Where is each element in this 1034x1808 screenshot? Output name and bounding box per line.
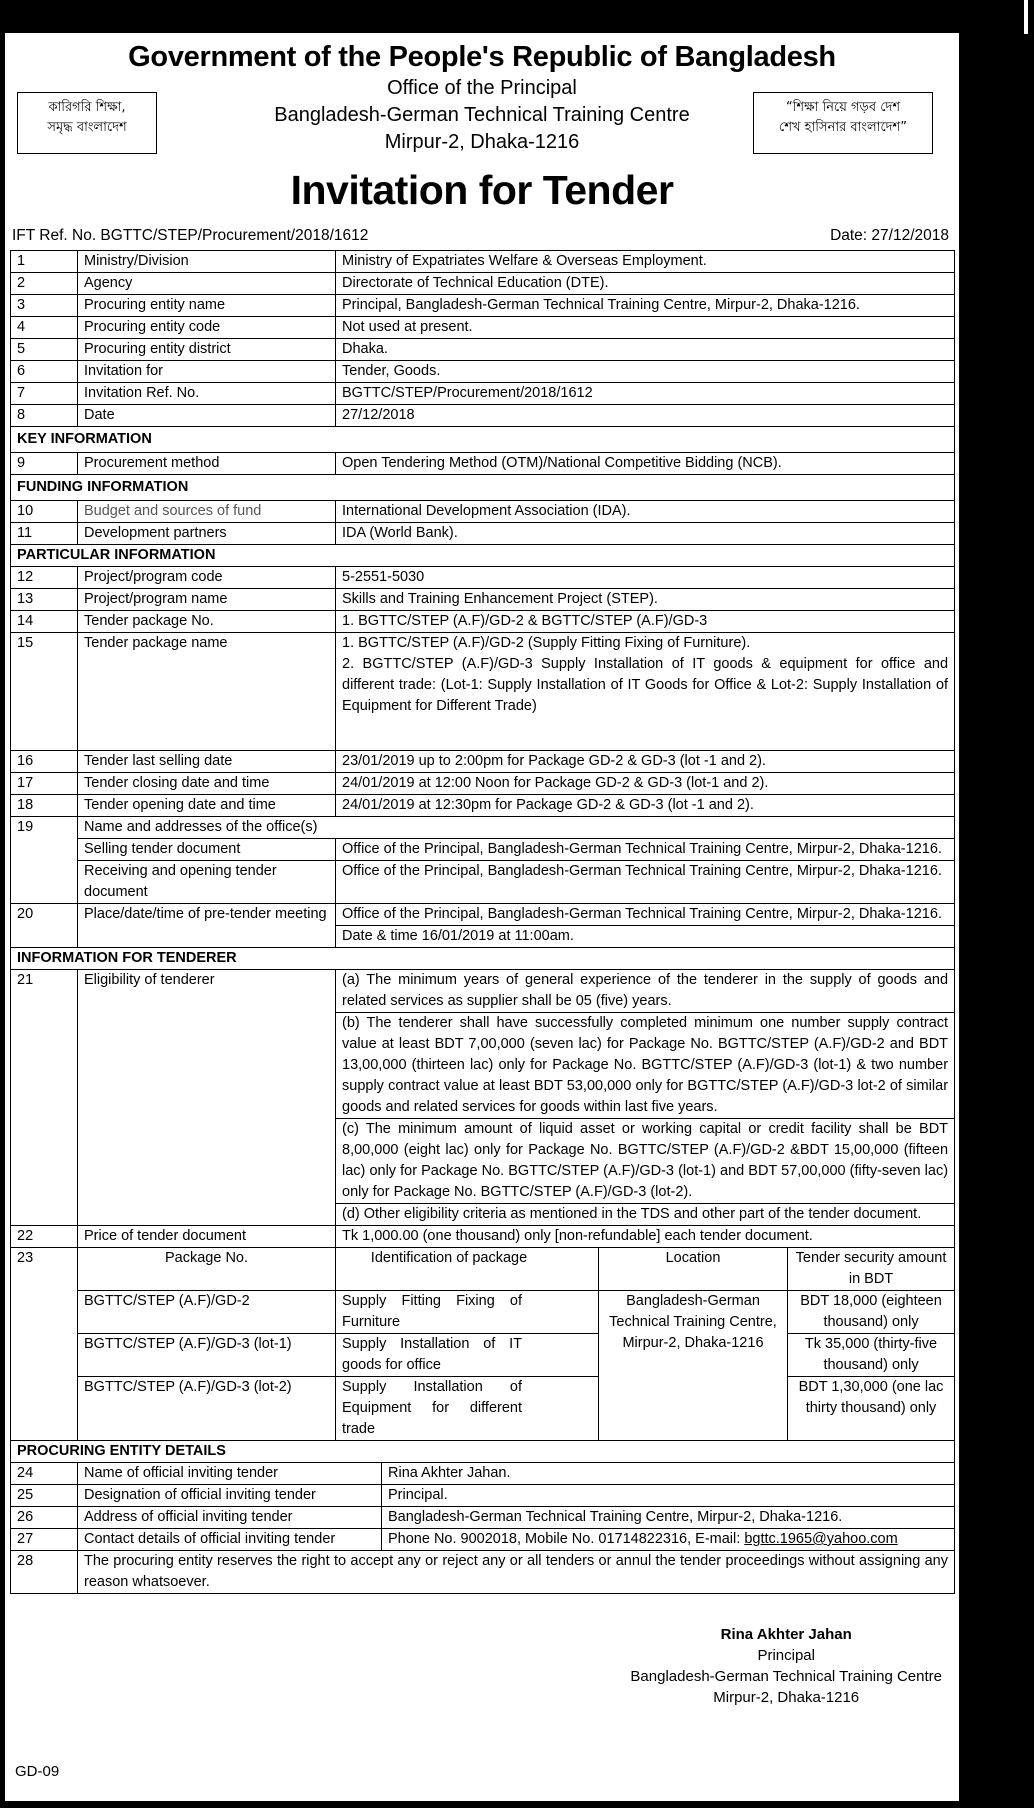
row-value: Office of the Principal, Bangladesh-German Technical Training Centre, Mirpur-2, Dhaka-1216. [336, 861, 955, 904]
table-row [11, 523, 955, 545]
table-row [11, 361, 955, 383]
row-number: 14 [11, 611, 78, 633]
package-col-header: Location [599, 1248, 788, 1291]
row-number: 13 [11, 589, 78, 611]
signatory-address: Mirpur-2, Dhaka-1216 [713, 1689, 860, 1706]
section-header [11, 475, 955, 501]
row-number: 26 [11, 1507, 78, 1529]
slogan-right-line1: “শিক্ষা নিয়ে গড়ব দেশ [785, 100, 901, 115]
slogan-box-right [753, 92, 933, 154]
table-row [11, 633, 955, 751]
office-heading: Office of the Principal [387, 77, 577, 99]
row-value: 23/01/2019 up to 2:00pm for Package GD-2 & GD-3 (lot -1 and 2). [336, 751, 955, 773]
row-number: 10 [11, 501, 78, 523]
table-row [11, 1463, 955, 1485]
row-value: 24/01/2019 at 12:30pm for Package GD-2 & GD-3 (lot -1 and 2). [336, 795, 955, 817]
table-row [11, 817, 955, 839]
table-row [11, 1226, 955, 1248]
row-label: Agency [78, 273, 336, 295]
eligibility-c: (c) The minimum amount of liquid asset or working capital or credit facility shall be BDT 8,00,000 (eight lac) only for Package No. BGTTC/STEP (A.F)/GD-2 &BDT 15,00,000 (fifteen lac) only for Package No. BGTTC/STEP (A.F)/GD-3 (lot-1) and BDT 57,00,000 (fifty-seven lac) only for Package No. BGTTC/STEP (A.F)/GD-3 (lot-2). [336, 1119, 955, 1204]
page-title: Invitation for Tender [290, 167, 674, 213]
row-number: 1 [11, 251, 78, 273]
row-value: Tk 1,000.00 (one thousand) only [non-refundable] each tender document. [336, 1226, 955, 1248]
table-row [11, 1507, 955, 1529]
row-number: 23 [11, 1248, 78, 1441]
row-number: 7 [11, 383, 78, 405]
table-row [11, 751, 955, 773]
table-row [11, 295, 955, 317]
row-label: Selling tender document [78, 839, 336, 861]
row-number: 25 [11, 1485, 78, 1507]
row-number: 22 [11, 1226, 78, 1248]
row-label: Procuring entity code [78, 317, 336, 339]
package-security-amount: Tk 35,000 (thirty-five thousand) only [788, 1334, 955, 1377]
email-link[interactable]: bgttc.1965@yahoo.com [744, 1531, 898, 1547]
row-value: Open Tendering Method (OTM)/National Competitive Bidding (NCB). [336, 453, 955, 475]
package-location: Bangladesh-German Technical Training Centre, Mirpur-2, Dhaka-1216 [599, 1291, 788, 1441]
institute-heading: Bangladesh-German Technical Training Centre [274, 104, 690, 126]
address-heading: Mirpur-2, Dhaka-1216 [384, 131, 580, 153]
row-value: Not used at present. [336, 317, 955, 339]
row-number: 28 [11, 1551, 78, 1594]
signatory-institute: Bangladesh-German Technical Training Centre [630, 1668, 942, 1685]
package-col-header: Identification of package [336, 1248, 599, 1291]
row-label: Budget and sources of fund [78, 501, 336, 523]
table-row [11, 611, 955, 633]
table-row [11, 839, 955, 861]
table-row [11, 453, 955, 475]
table-row [11, 1529, 955, 1551]
row-label: Contact details of official inviting tender [78, 1529, 382, 1551]
package-number: BGTTC/STEP (A.F)/GD-2 [78, 1291, 336, 1334]
row-label: Ministry/Division [78, 251, 336, 273]
row-number: 3 [11, 295, 78, 317]
row-label: Project/program code [78, 567, 336, 589]
row-value: Rina Akhter Jahan. [382, 1463, 955, 1485]
row-number: 19 [11, 817, 78, 904]
row-label: Tender package name [78, 633, 336, 751]
row-value: 24/01/2019 at 12:00 Noon for Package GD-2 & GD-3 (lot-1 and 2). [336, 773, 955, 795]
row-label: Designation of official inviting tender [78, 1485, 382, 1507]
row-label: Invitation Ref. No. [78, 383, 336, 405]
row-label: Procurement method [78, 453, 336, 475]
package-identification: Supply Fitting Fixing of Furniture [336, 1291, 599, 1334]
row-label: Procuring entity district [78, 339, 336, 361]
eligibility-b: (b) The tenderer shall have successfully completed minimum one number supply contract value at least BDT 7,00,000 (seven lac) for Package No. BGTTC/STEP (A.F)/GD-2 and BDT 13,00,000 (thirteen lac) only for Package No. BGTTC/STEP (A.F)/GD-3 (lot-1) & two number supply contract value at least BDT 53,00,000 only for BGTTC/STEP (A.F)/GD-3 lot-2 of similar goods and related services for goods within last five years. [336, 1013, 955, 1119]
row-label: Development partners [78, 523, 336, 545]
section-funding-information: FUNDING INFORMATION [11, 475, 955, 501]
row-value: Date & time 16/01/2019 at 11:00am. [336, 926, 955, 948]
row-label: Name of official inviting tender [78, 1463, 382, 1485]
row-value: Dhaka. [336, 339, 955, 361]
row-value: Principal, Bangladesh-German Technical Training Centre, Mirpur-2, Dhaka-1216. [336, 295, 955, 317]
package-identification: Supply Installation of IT goods for office [336, 1334, 599, 1377]
government-heading: Government of the People's Republic of Bangladesh [128, 41, 836, 73]
row-label: Price of tender document [78, 1226, 336, 1248]
row-value: 27/12/2018 [336, 405, 955, 427]
row-value: The procuring entity reserves the right to accept any or reject any or all tenders or annul the tender proceedings without assigning any reason whatsoever. [78, 1551, 955, 1594]
section-procuring-entity-details: PROCURING ENTITY DETAILS [11, 1441, 955, 1463]
row-number: 6 [11, 361, 78, 383]
row-value: Bangladesh-German Technical Training Centre, Mirpur-2, Dhaka-1216. [382, 1507, 955, 1529]
row-number: 15 [11, 633, 78, 751]
package-identification: Supply Installation of Equipment for different trade [336, 1377, 599, 1441]
table-row [11, 970, 955, 1013]
row-number: 9 [11, 453, 78, 475]
table-row [11, 317, 955, 339]
section-key-information: KEY INFORMATION [11, 427, 955, 453]
notice-date: Date: 27/12/2018 [830, 227, 949, 244]
row-label: Receiving and opening tender document [78, 861, 336, 904]
slogan-left-line2: সমৃদ্ধ বাংলাদেশ [47, 120, 127, 135]
row-value: 1. BGTTC/STEP (A.F)/GD-2 & BGTTC/STEP (A.F)/GD-3 [336, 611, 955, 633]
eligibility-a: (a) The minimum years of general experience of the tenderer in the supply of goods and related services as supplier shall be 05 (five) years. [336, 970, 955, 1013]
row-number: 18 [11, 795, 78, 817]
row-number: 4 [11, 317, 78, 339]
row-label: Eligibility of tenderer [78, 970, 336, 1226]
row-number: 21 [11, 970, 78, 1226]
footer-code: GD-09 [15, 1763, 60, 1780]
row-number: 11 [11, 523, 78, 545]
row-value: Principal. [382, 1485, 955, 1507]
row-label: Date [78, 405, 336, 427]
package-name-1: 1. BGTTC/STEP (A.F)/GD-2 (Supply Fitting Fixing of Furniture). [342, 635, 751, 651]
package-col-header: Tender security amount in BDT [788, 1248, 955, 1291]
table-row [11, 1485, 955, 1507]
section-particular-information: PARTICULAR INFORMATION [11, 545, 955, 567]
section-header [11, 1441, 955, 1463]
package-row: BGTTC/STEP (A.F)/GD-2 Supply Fitting Fixing of Furniture Bangladesh-German Technical Training Centre, Mirpur-2, Dhaka-1216 BDT 18,000 (eighteen thousand) only 08 (eight) weeks after contract signing [11, 1291, 955, 1334]
row-label: Invitation for [78, 361, 336, 383]
table-row [11, 773, 955, 795]
tender-details-table [10, 250, 1034, 1463]
slogan-left-line1: কারিগরি শিক্ষা, [48, 100, 126, 115]
procuring-entity-table [10, 1462, 955, 1594]
row-value: BGTTC/STEP/Procurement/2018/1612 [336, 383, 955, 405]
row-value: Skills and Training Enhancement Project (STEP). [336, 589, 955, 611]
table-row [11, 501, 955, 523]
table-row [11, 273, 955, 295]
row-value: Office of the Principal, Bangladesh-German Technical Training Centre, Mirpur-2, Dhaka-1216. [336, 904, 955, 926]
table-row [11, 1551, 955, 1594]
row-number: 12 [11, 567, 78, 589]
row-number: 16 [11, 751, 78, 773]
row-value [382, 1529, 955, 1551]
row-value: Office of the Principal, Bangladesh-German Technical Training Centre, Mirpur-2, Dhaka-1216. [336, 839, 955, 861]
row-value [336, 633, 955, 751]
package-security-amount: BDT 1,30,000 (one lac thirty thousand) only [788, 1377, 955, 1441]
signatory-name: Rina Akhter Jahan [720, 1626, 852, 1643]
tender-notice-page [4, 32, 1034, 1802]
section-information-for-tenderer: INFORMATION FOR TENDERER [11, 948, 955, 970]
table-row [11, 567, 955, 589]
package-number: BGTTC/STEP (A.F)/GD-3 (lot-2) [78, 1377, 336, 1441]
row-label: Tender last selling date [78, 751, 336, 773]
signatory-designation: Principal [757, 1647, 815, 1664]
package-header-row: 23 Package No. Identification of package Location Tender security amount in BDT Completion time [11, 1248, 955, 1291]
table-row [11, 795, 955, 817]
row-label: Project/program name [78, 589, 336, 611]
package-name-2: 2. BGTTC/STEP (A.F)/GD-3 Supply Installation of IT goods & equipment for office and different trade: (Lot-1: Supply Installation of IT Goods for Office & Lot-2: Supply Installation of Equipment for Different Trade) [342, 656, 949, 714]
table-row [11, 251, 955, 273]
package-row [11, 1334, 955, 1377]
table-row [11, 405, 955, 427]
row-label: Name and addresses of the office(s) [78, 817, 955, 839]
table-row [11, 861, 955, 904]
signature-block [630, 1624, 942, 1708]
row-value: Tender, Goods. [336, 361, 955, 383]
row-label: Procuring entity name [78, 295, 336, 317]
row-value: 5-2551-5030 [336, 567, 955, 589]
row-value: IDA (World Bank). [336, 523, 955, 545]
table-row [11, 339, 955, 361]
package-col-header: Package No. [78, 1248, 336, 1291]
row-number: 2 [11, 273, 78, 295]
table-row [11, 383, 955, 405]
contact-details-text: Phone No. 9002018, Mobile No. 01714822316, E-mail: [388, 1531, 745, 1547]
row-number: 17 [11, 773, 78, 795]
section-header [11, 545, 955, 567]
row-label: Tender closing date and time [78, 773, 336, 795]
slogan-right-line2: শেখ হাসিনার বাংলাদেশ” [779, 120, 907, 135]
row-number: 27 [11, 1529, 78, 1551]
row-label: Place/date/time of pre-tender meeting [78, 904, 336, 948]
section-header [11, 948, 955, 970]
row-value: International Development Association (IDA). [336, 501, 955, 523]
slogan-box-left [17, 92, 157, 154]
table-row [11, 904, 955, 926]
row-value: Directorate of Technical Education (DTE). [336, 273, 955, 295]
package-row [11, 1377, 955, 1441]
section-header [11, 427, 955, 453]
row-number: 8 [11, 405, 78, 427]
row-number: 24 [11, 1463, 78, 1485]
row-label: Address of official inviting tender [78, 1507, 382, 1529]
package-number: BGTTC/STEP (A.F)/GD-3 (lot-1) [78, 1334, 336, 1377]
row-number: 20 [11, 904, 78, 948]
ift-ref-number: IFT Ref. No. BGTTC/STEP/Procurement/2018/1612 [12, 227, 369, 244]
row-value: Ministry of Expatriates Welfare & Overseas Employment. [336, 251, 955, 273]
row-number: 5 [11, 339, 78, 361]
table-row [11, 589, 955, 611]
package-security-amount: BDT 18,000 (eighteen thousand) only [788, 1291, 955, 1334]
row-label: Tender opening date and time [78, 795, 336, 817]
eligibility-d: (d) Other eligibility criteria as mentioned in the TDS and other part of the tender document. [336, 1204, 955, 1226]
row-label: Tender package No. [78, 611, 336, 633]
